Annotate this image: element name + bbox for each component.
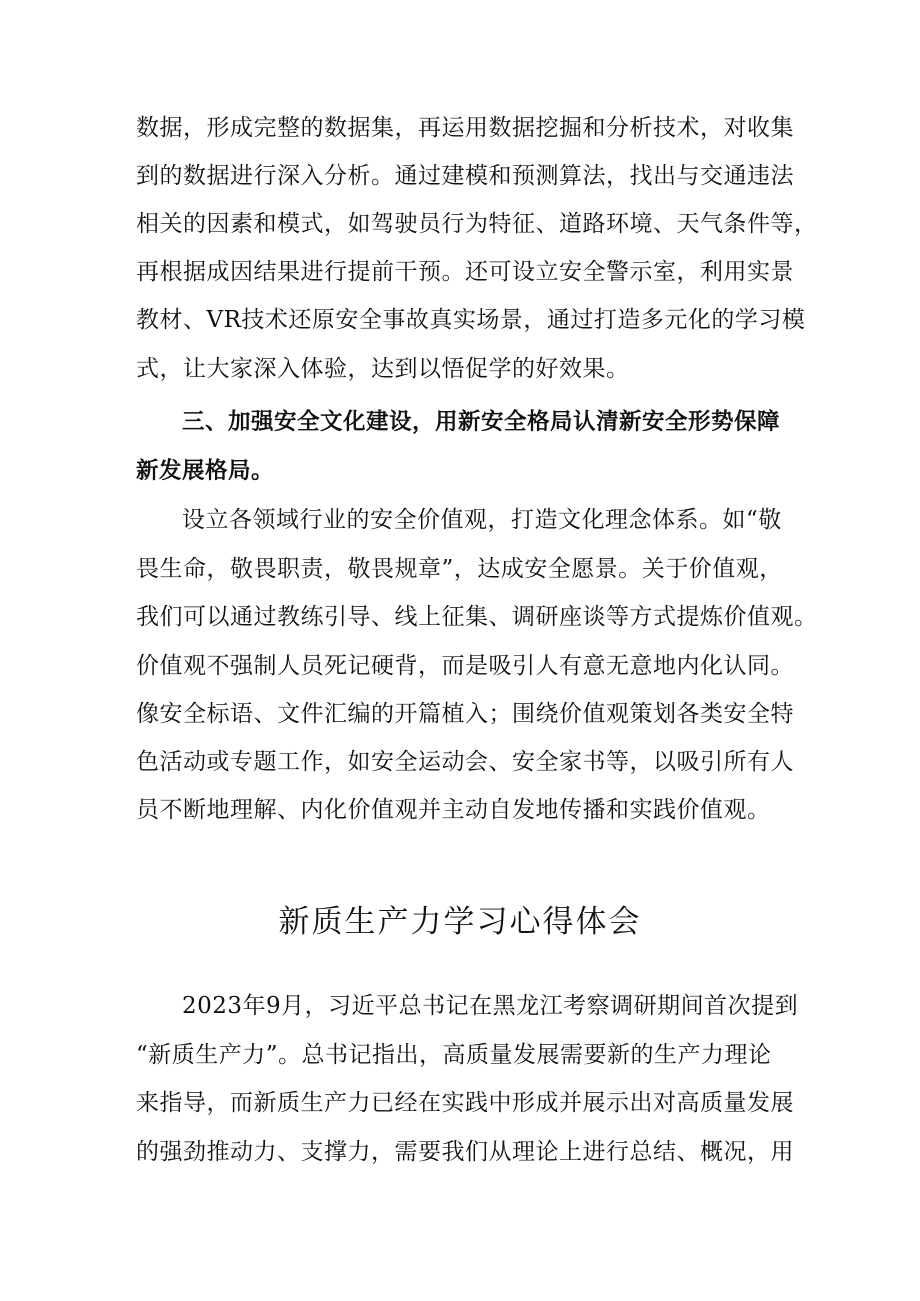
paragraph-line: 像安全标语、文件汇编的开篇植入；围绕价值观策划各类安全特 <box>136 701 794 727</box>
paragraph-line: 数据，形成完整的数据集，再运用数据挖掘和分析技术，对收集 <box>136 115 794 141</box>
paragraph-line: 2023年9月，习近平总书记在黑龙江考察调研期间首次提到 <box>182 993 799 1019</box>
paragraph-line: 的强劲推动力、支撑力，需要我们从理论上进行总结、概况，用 <box>136 1139 794 1165</box>
article-title: 新质生产力学习心得体会 <box>278 904 642 940</box>
paragraph-line: 式，让大家深入体验，达到以悟促学的好效果。 <box>136 356 630 382</box>
section-heading-line: 新发展格局。 <box>136 458 275 484</box>
paragraph-line: 再根据成因结果进行提前干预。还可设立安全警示室，利用实景 <box>136 259 794 285</box>
paragraph-line: 相关的因素和模式，如驾驶员行为特征、道路环境、天气条件等， <box>136 211 818 237</box>
paragraph-line: 设立各领域行业的安全价值观，打造文化理念体系。如“敬 <box>182 507 782 533</box>
section-heading-line: 三、加强安全文化建设，用新安全格局认清新安全形势保障 <box>182 409 781 435</box>
paragraph-line: 我们可以通过教练引导、线上征集、调研座谈等方式提炼价值观。 <box>136 604 818 630</box>
paragraph-line: 畏生命，敬畏职责，敬畏规章”，达成安全愿景。关于价值观， <box>136 556 783 582</box>
paragraph-line: 色活动或专题工作，如安全运动会、安全家书等，以吸引所有人 <box>136 749 794 775</box>
paragraph-line: 来指导，而新质生产力已经在实践中形成并展示出对高质量发展 <box>136 1090 794 1116</box>
paragraph-line: 到的数据进行深入分析。通过建模和预测算法，找出与交通违法 <box>136 163 794 189</box>
paragraph-line: 员不断地理解、内化价值观并主动自发地传播和实践价值观。 <box>136 797 771 823</box>
paragraph-line: “新质生产力”。总书记指出，高质量发展需要新的生产力理论 <box>136 1042 772 1068</box>
paragraph-line: 价值观不强制人员死记硬背，而是吸引人有意无意地内化认同。 <box>136 653 794 679</box>
paragraph-line: 教材、VR技术还原安全事故真实场景，通过打造多元化的学习模 <box>136 307 806 333</box>
